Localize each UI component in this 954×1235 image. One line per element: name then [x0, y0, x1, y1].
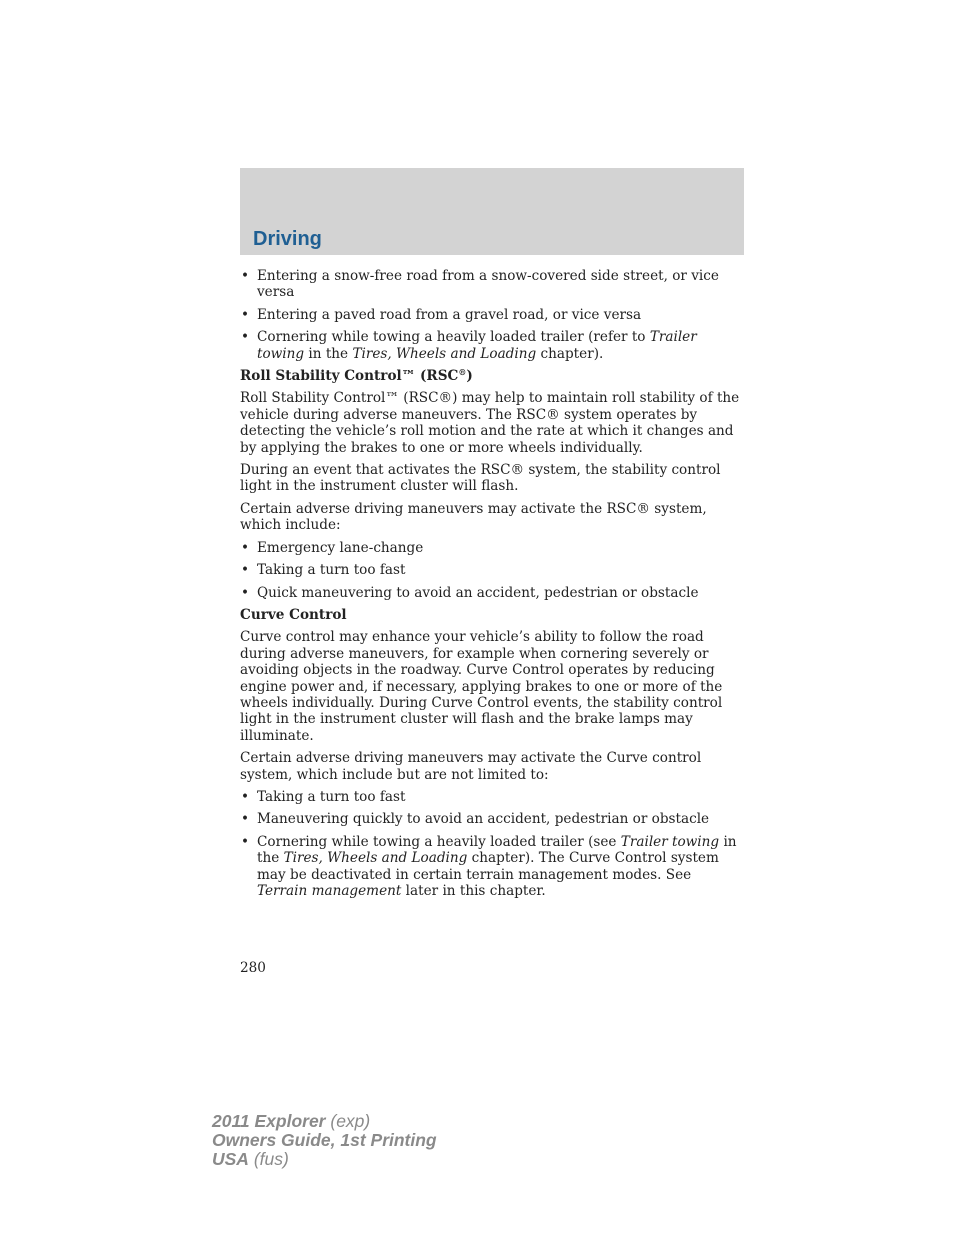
list-item — [240, 811, 744, 827]
cross-reference-chapter: Tires, Wheels and Loading — [283, 850, 468, 867]
footer-line-model: 2011 Explorer (exp) — [212, 1111, 371, 1131]
cross-reference-chapter: Tires, Wheels and Loading — [352, 345, 537, 362]
footer-line-region: USA (fus) — [212, 1149, 289, 1169]
list-item — [240, 540, 744, 556]
list-item-text: Entering a paved road from a gravel road, or vice versa — [257, 306, 642, 323]
bullet-icon: • — [241, 788, 250, 805]
rsc-heading: Roll Stability Control™ (RSC®) — [240, 367, 473, 385]
list-item-text: Taking a turn too fast — [257, 562, 406, 579]
list-item-text-part: in the — [257, 833, 737, 867]
list-item-text-part: chapter). — [536, 345, 604, 362]
page-content — [240, 268, 744, 905]
bullet-icon: • — [241, 833, 250, 850]
bullet-icon: • — [241, 584, 250, 601]
list-item — [240, 789, 744, 805]
list-item — [240, 834, 744, 900]
cross-reference-trailer-towing: Trailer towing — [620, 833, 720, 850]
section-title: Driving — [253, 228, 322, 250]
curve-paragraph-2: Certain adverse driving maneuvers may activate the Curve control system, which include but are not limited to: — [240, 750, 702, 783]
list-item — [240, 268, 744, 301]
list-item — [240, 585, 744, 601]
bullet-icon: • — [241, 811, 250, 828]
list-item — [240, 307, 744, 323]
rsc-paragraph-1: Roll Stability Control™ (RSC®) may help to maintain roll stability of the vehicle during adverse maneuvers. The RSC® system operates by detecting the vehicle’s roll motion and the rate at which it changes and by applying the brakes to one or more wheels individually. — [240, 390, 740, 456]
bullet-icon: • — [241, 539, 250, 556]
list-item-text-part: in the — [304, 345, 353, 362]
list-item-text-part: later in this chapter. — [401, 883, 546, 899]
page-number: 280 — [240, 960, 266, 976]
list-item-text-part: chapter). The Curve Control system may be deactivated in certain terrain management modes. See — [257, 850, 719, 883]
bullet-icon: • — [241, 268, 250, 284]
list-item — [240, 562, 744, 578]
list-item-text-part: Cornering while towing a heavily loaded trailer (refer to — [257, 329, 650, 346]
list-item-text-part: Cornering while towing a heavily loaded trailer (see — [257, 833, 621, 850]
rsc-paragraph-2: During an event that activates the RSC® system, the stability control light in the instrument cluster will flash. — [240, 462, 721, 495]
curve-control-heading: Curve Control — [240, 606, 347, 623]
list-item-text: Emergency lane-change — [257, 539, 424, 556]
curve-paragraph-1: Curve control may enhance your vehicle’s ability to follow the road during adverse maneuvers, for example when cornering severely or avoiding objects in the roadway. Curve Control operates by reducing engine power and, if necessary, applying brakes to one or more of the wheels individually. During Curve Control events, the stability control light in the instrument cluster will flash and the brake lamps may illuminate. — [240, 629, 723, 744]
list-item-text: Maneuvering quickly to avoid an accident, pedestrian or obstacle — [257, 811, 710, 828]
document-footer — [212, 1112, 437, 1169]
rsc-paragraph-3: Certain adverse driving maneuvers may activate the RSC® system, which include: — [240, 500, 707, 534]
bullet-icon: • — [241, 306, 250, 323]
section-header-band — [240, 168, 744, 255]
footer-line-guide: Owners Guide, 1st Printing — [212, 1130, 437, 1150]
list-item-text: Quick maneuvering to avoid an accident, pedestrian or obstacle — [257, 584, 699, 601]
cross-reference-terrain-management: Terrain management — [257, 883, 402, 899]
list-item-text: Entering a snow-free road from a snow-covered side street, or vice versa — [257, 268, 719, 301]
bullet-icon: • — [241, 329, 250, 346]
list-item — [240, 329, 744, 362]
cross-reference-trailer-towing: Trailer towing — [257, 329, 697, 362]
bullet-icon: • — [241, 562, 250, 579]
list-item-text: Taking a turn too fast — [257, 788, 406, 805]
